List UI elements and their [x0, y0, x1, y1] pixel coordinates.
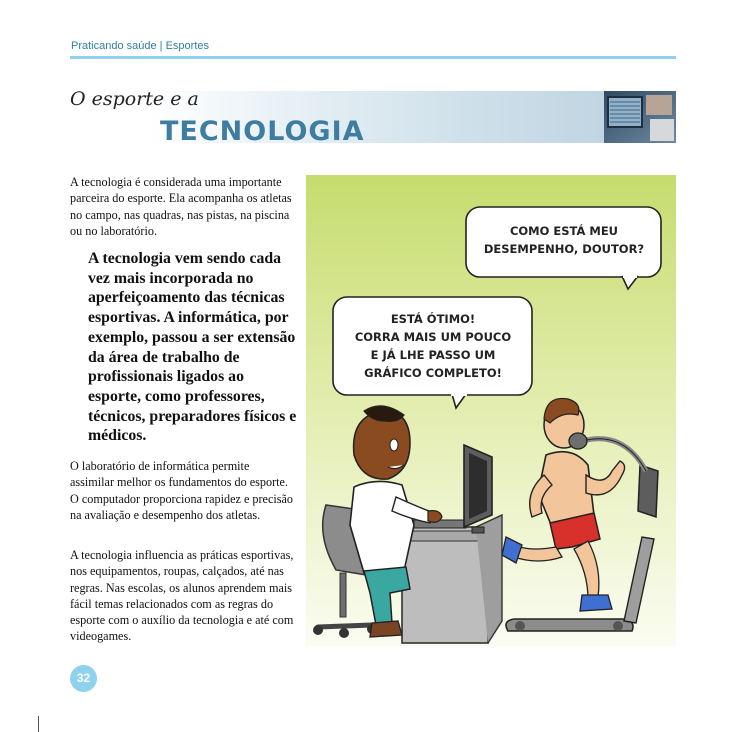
computer-desk [402, 515, 502, 643]
lab-paragraph: O laboratório de informática permite assimilar melhor os fundamentos do esporte. O computador proporciona rapidez e precisão na avaliação e desempenho dos atletas. [70, 459, 294, 522]
bubble-athlete-line-1: COMO ESTÁ MEU [509, 224, 619, 238]
highlight-paragraph: A tecnologia vem sendo cada vez mais incorporada no aperfeiçoamento das técnicas esportivas. A informática, por exemplo, passou a ser extensão da área de trabalho de profissionais ligados ao esporte, como professores, técnicos, preparadores físicos e médicos. [88, 250, 297, 445]
cartoon-illustration [306, 175, 676, 647]
bubble-doctor-line-4: GRÁFICO COMPLETO! [364, 366, 502, 380]
athlete-speech-bubble [466, 207, 661, 289]
bubble-doctor-line-3: E JÁ LHE PASSO UM [370, 348, 496, 362]
influence-paragraph: A tecnologia influencia as práticas esportivas, nos equipamentos, roupas, calçados, até nas regras. Nas escolas, os alunos aprendem mais fácil temas relacionados com as regras do esporte com o auxílio da tecnologia e até com videogames. [70, 548, 294, 644]
page-number: 32 [70, 665, 97, 692]
title-subtitle: O esporte e a [70, 88, 199, 110]
crop-mark [38, 716, 39, 732]
running-header: Praticando saúde | Esportes [71, 40, 209, 52]
bubble-doctor-line-1: ESTÁ ÓTIMO! [390, 312, 476, 326]
computer-monitor-photo [604, 91, 676, 143]
header-divider [70, 56, 676, 59]
doctor-speech-bubble [333, 297, 532, 408]
intro-paragraph: A tecnologia é considerada uma importante parceira do esporte. Ela acompanha os atletas no campo, nas quadras, nas pistas, na piscina ou no laboratório. [70, 175, 292, 238]
page-title: TECNOLOGIA [160, 116, 365, 147]
bubble-athlete-line-2: DESEMPENHO, DOUTOR? [483, 242, 645, 256]
bubble-doctor-line-2: CORRA MAIS UM POUCO [354, 330, 512, 344]
